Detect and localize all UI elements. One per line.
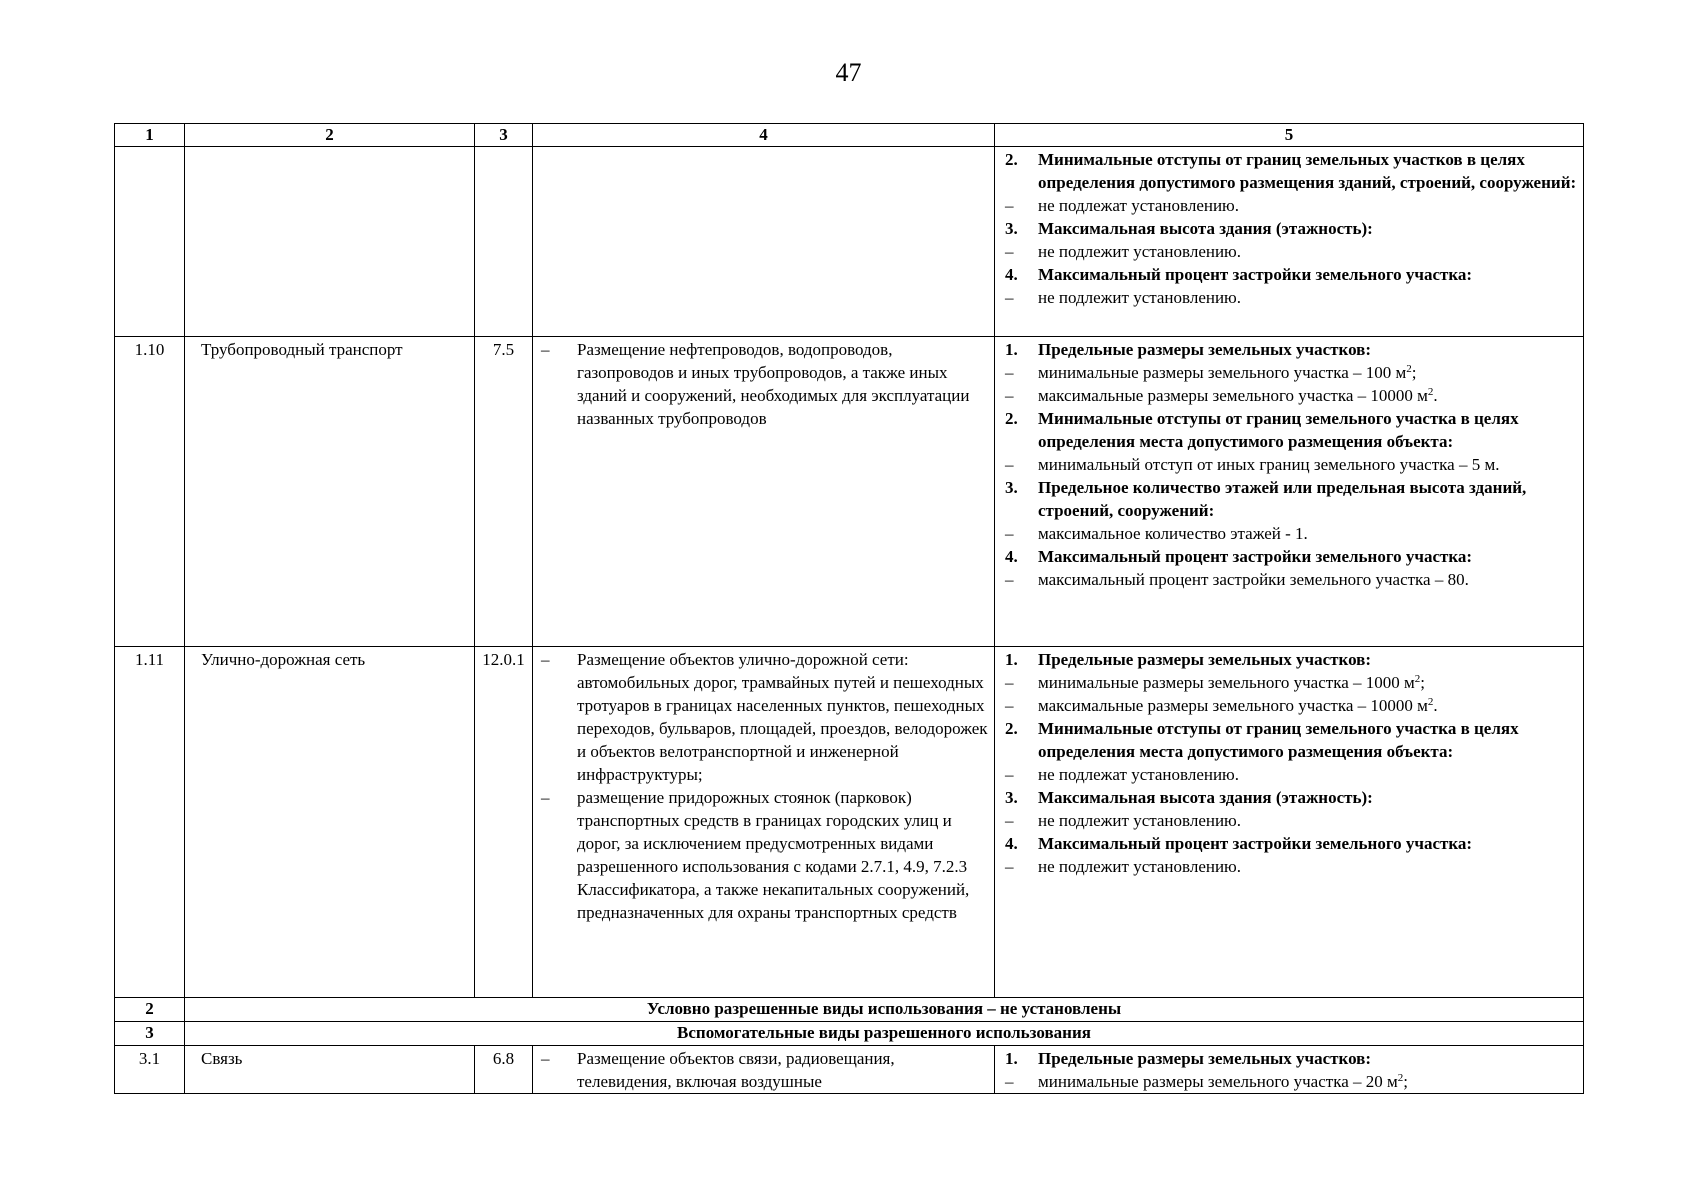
dash-marker: – <box>1005 196 1014 215</box>
dash-marker: – <box>541 1049 550 1068</box>
row-number: 3.1 <box>115 1046 185 1094</box>
item-text: максимальные размеры земельного участка – 10000 м <box>1038 386 1428 405</box>
dash-marker: – <box>541 650 550 669</box>
use-description <box>533 647 995 998</box>
item-text: не подлежит установлению. <box>1038 288 1242 307</box>
parameters-cell <box>995 1046 1584 1094</box>
list-item <box>1005 671 1577 694</box>
item-number: 4. <box>1005 547 1018 566</box>
dash-marker: – <box>1005 696 1014 715</box>
parameters-cell <box>995 337 1584 647</box>
section-number: 2 <box>115 998 185 1022</box>
item-text: Максимальный процент застройки земельного участка: <box>1038 265 1473 284</box>
item-text: Минимальные отступы от границ земельного участка в целях определения места допустимого размещения объекта: <box>1038 409 1519 451</box>
dash-marker: – <box>1005 386 1014 405</box>
section-row-3 <box>115 1022 1584 1046</box>
table-row-1-11 <box>115 647 1584 998</box>
item-text: не подлежит установлению. <box>1038 811 1242 830</box>
table-row-continued <box>115 147 1584 337</box>
item-text: Размещение объектов связи, радиовещания, телевидения, включая воздушные <box>577 1049 895 1091</box>
regulations-table <box>114 123 1584 1094</box>
item-text: минимальный отступ от иных границ земельного участка – 5 м. <box>1038 455 1500 474</box>
dash-marker: – <box>1005 363 1014 382</box>
item-punctuation: ; <box>1403 1072 1408 1091</box>
superscript: 2 <box>1406 363 1412 375</box>
list-item <box>1005 855 1577 878</box>
item-text: максимальное количество этажей - 1. <box>1038 524 1308 543</box>
item-text: максимальные размеры земельного участка – 10000 м <box>1038 696 1428 715</box>
item-text: минимальные размеры земельного участка – 1000 м <box>1038 673 1415 692</box>
header-col-4: 4 <box>533 124 995 147</box>
list-item <box>1005 361 1577 384</box>
dash-marker: – <box>1005 455 1014 474</box>
item-number: 1. <box>1005 340 1018 359</box>
item-punctuation: ; <box>1411 363 1417 382</box>
dash-marker: – <box>1005 811 1014 830</box>
list-item <box>541 786 990 924</box>
row-number: 1.10 <box>115 337 185 647</box>
list-item <box>1005 453 1577 476</box>
item-text: размещение придорожных стоянок (парковок) транспортных средств в границах городских улиц и дорог, за исключением предусмотренных видами разрешенного использования с кодами 2.7.1, 4.9, 7.2.3 Классификатора, а также некапитальных сооружений, предназначенных для охраны транспортных средств <box>577 788 970 922</box>
dash-marker: – <box>1005 1072 1014 1091</box>
header-col-1: 1 <box>115 124 185 147</box>
list-item <box>541 1047 990 1093</box>
item-punctuation: . <box>1433 386 1438 405</box>
list-item <box>1005 809 1577 832</box>
dash-marker: – <box>1005 242 1014 261</box>
parameter-heading <box>1005 217 1577 240</box>
list-item <box>1005 286 1577 309</box>
use-description <box>533 1046 995 1094</box>
parameter-heading <box>1005 148 1577 194</box>
header-row <box>115 124 1584 147</box>
item-number: 1. <box>1005 650 1018 669</box>
item-number: 4. <box>1005 265 1018 284</box>
item-number: 2. <box>1005 150 1018 169</box>
use-type-name: Связь <box>185 1046 475 1094</box>
item-punctuation: . <box>1433 696 1438 715</box>
superscript: 2 <box>1414 673 1421 685</box>
use-description <box>533 337 995 647</box>
list-item <box>1005 1070 1577 1093</box>
parameter-heading <box>1005 717 1577 763</box>
item-text: Минимальные отступы от границ земельного участка в целях определения места допустимого размещения объекта: <box>1038 719 1519 761</box>
item-number: 4. <box>1005 834 1018 853</box>
parameter-heading <box>1005 832 1577 855</box>
page-number: 47 <box>835 58 862 87</box>
superscript: 2 <box>1427 696 1434 708</box>
use-type-name: Улично-дорожная сеть <box>185 647 475 998</box>
list-item <box>1005 240 1577 263</box>
list-item <box>541 648 990 786</box>
item-text: минимальные размеры земельного участка – 100 м <box>1038 363 1407 382</box>
item-text: Предельные размеры земельных участков: <box>1038 1049 1372 1068</box>
parameter-heading <box>1005 786 1577 809</box>
superscript: 2 <box>1427 386 1434 398</box>
section-row-2 <box>115 998 1584 1022</box>
item-text: Предельные размеры земельных участков: <box>1038 650 1372 669</box>
item-text: Минимальные отступы от границ земельных участков в целях определения допустимого размещения зданий, строений, сооружений: <box>1038 150 1577 192</box>
item-text: Максимальная высота здания (этажность): <box>1038 219 1373 238</box>
parameter-heading <box>1005 338 1577 361</box>
item-text: Максимальный процент застройки земельного участка: <box>1038 834 1473 853</box>
section-title: Условно разрешенные виды использования – не установлены <box>185 998 1584 1022</box>
item-number: 1. <box>1005 1049 1018 1068</box>
parameter-heading <box>1005 263 1577 286</box>
item-text: Размещение нефтепроводов, водопроводов, газопроводов и иных трубопроводов, а также иных зданий и сооружений, необходимых для эксплуатации названных трубопроводов <box>577 340 970 428</box>
section-number: 3 <box>115 1022 185 1046</box>
item-text: не подлежат установлению. <box>1038 765 1240 784</box>
item-text: не подлежат установлению. <box>1038 196 1240 215</box>
item-number: 3. <box>1005 788 1018 807</box>
dash-marker: – <box>1005 570 1014 589</box>
item-text: Предельные размеры земельных участков: <box>1038 340 1372 359</box>
dash-marker: – <box>1005 524 1014 543</box>
parameter-heading <box>1005 648 1577 671</box>
item-text: Размещение объектов улично-дорожной сети: автомобильных дорог, трамвайных путей и пешеходных тротуаров в границах населенных пунктов, пешеходных переходов, бульваров, площадей, проездов, велодорожек и объектов велотранспортной и инженерной инфраструктуры; <box>577 650 988 784</box>
item-text: максимальный процент застройки земельного участка – 80. <box>1038 570 1469 589</box>
item-number: 3. <box>1005 219 1018 238</box>
item-number: 2. <box>1005 409 1018 428</box>
dash-marker: – <box>1005 857 1014 876</box>
use-type-name: Трубопроводный транспорт <box>185 337 475 647</box>
item-punctuation: ; <box>1420 673 1425 692</box>
parameter-heading <box>1005 545 1577 568</box>
parameters-cell <box>995 647 1584 998</box>
list-item <box>1005 568 1577 591</box>
item-number: 3. <box>1005 478 1018 497</box>
item-text: минимальные размеры земельного участка – 20 м <box>1038 1072 1398 1091</box>
list-item <box>541 338 990 430</box>
dash-marker: – <box>1005 288 1014 307</box>
header-col-2: 2 <box>185 124 475 147</box>
parameter-heading <box>1005 407 1577 453</box>
header-col-5: 5 <box>995 124 1584 147</box>
list-item <box>1005 194 1577 217</box>
dash-marker: – <box>541 788 550 807</box>
dash-marker: – <box>1005 765 1014 784</box>
item-text: не подлежит установлению. <box>1038 857 1242 876</box>
classifier-code: 12.0.1 <box>475 647 533 998</box>
classifier-code: 6.8 <box>475 1046 533 1094</box>
row-number: 1.11 <box>115 647 185 998</box>
parameter-heading <box>1005 1047 1577 1070</box>
section-title: Вспомогательные виды разрешенного использования <box>185 1022 1584 1046</box>
dash-marker: – <box>1005 673 1014 692</box>
item-text: Предельное количество этажей или предельная высота зданий, строений, сооружений: <box>1038 478 1527 520</box>
item-text: не подлежит установлению. <box>1038 242 1242 261</box>
list-item <box>1005 384 1577 407</box>
table-row-3-1 <box>115 1046 1584 1094</box>
list-item <box>1005 522 1577 545</box>
parameter-heading <box>1005 476 1577 522</box>
parameters-cell <box>995 147 1584 337</box>
item-number: 2. <box>1005 719 1018 738</box>
header-col-3: 3 <box>475 124 533 147</box>
classifier-code: 7.5 <box>475 337 533 647</box>
list-item <box>1005 763 1577 786</box>
superscript: 2 <box>1397 1072 1404 1084</box>
dash-marker: – <box>541 340 550 359</box>
list-item <box>1005 694 1577 717</box>
item-text: Максимальная высота здания (этажность): <box>1038 788 1373 807</box>
table-row-1-10 <box>115 337 1584 647</box>
item-text: Максимальный процент застройки земельного участка: <box>1038 547 1473 566</box>
